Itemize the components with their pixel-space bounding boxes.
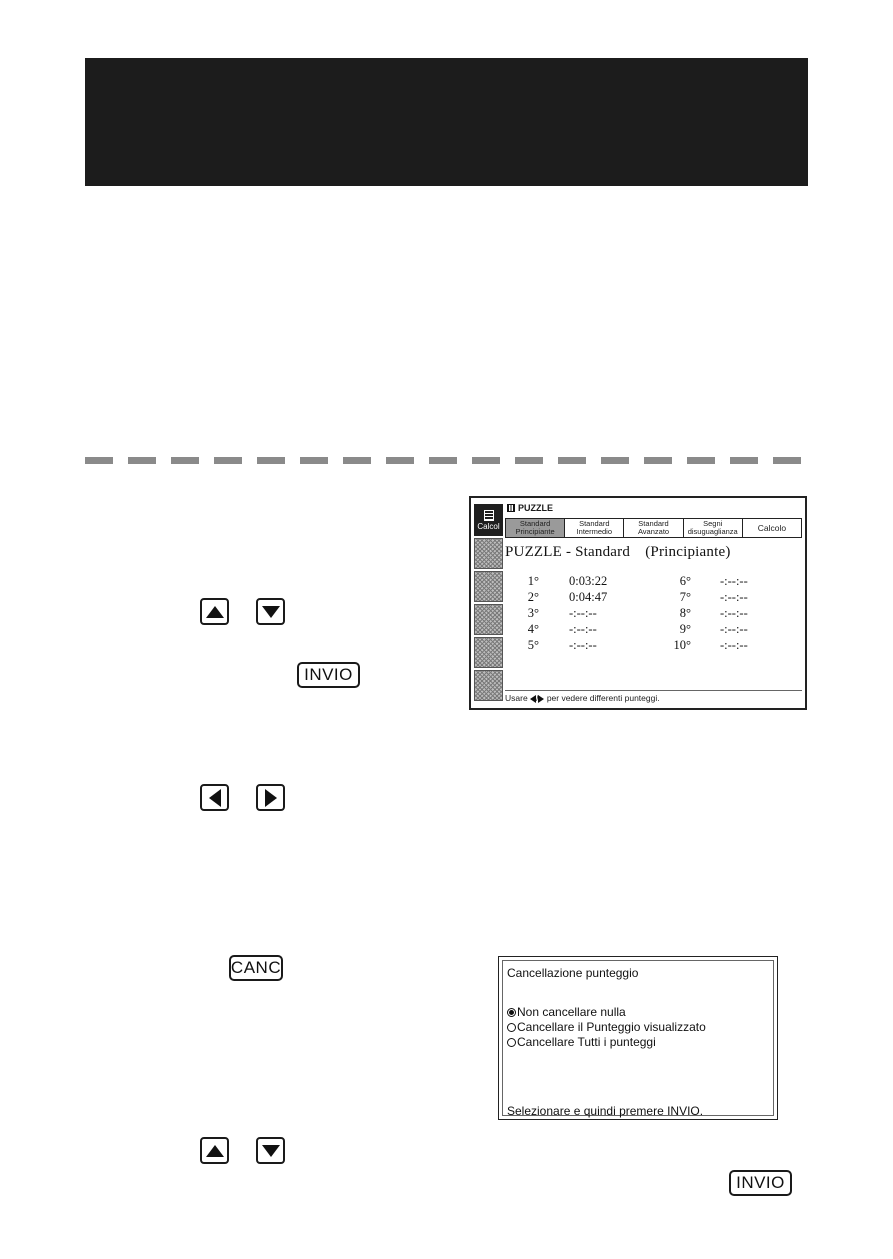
down-arrow-icon [262,1145,280,1157]
screen-title [507,503,553,513]
screen-footer: Usare / per vedere differenti punteggi. [505,690,802,703]
up-arrow-key-2 [200,1137,229,1164]
dashed-divider [85,457,808,464]
rank: 10° [673,638,691,652]
tab-label-line1: Segni [703,519,723,528]
sidebar-item[interactable] [474,637,503,668]
rank: 9° [679,622,691,636]
invio-key-2: INVIO [729,1170,792,1196]
right-arrow-icon [265,789,277,807]
tab-standard-intermedio[interactable] [565,519,624,537]
tab-standard-avanzato[interactable] [624,519,683,537]
puzzle-grid-icon [507,504,515,512]
time: -:--:-- [720,606,748,620]
tab-bar [505,518,802,538]
down-arrow-icon [262,606,280,618]
rank: 8° [679,606,691,620]
radio-selected-icon [507,1008,516,1017]
calculator-icon [484,510,494,521]
option-label: Cancellare il Punteggio visualizzato [517,1020,706,1034]
tab-label-line2: Principiante [515,527,555,536]
time: -:--:-- [720,574,748,588]
tab-label-line1: Standard [638,519,669,528]
left-arrow-icon [209,789,221,807]
screen-title-text: PUZZLE [518,503,553,513]
sidebar [474,504,503,702]
rank: 5° [527,638,539,652]
down-arrow-key-2 [256,1137,285,1164]
sidebar-item[interactable] [474,571,503,602]
calculator-menu[interactable] [474,504,503,536]
rank: 7° [679,590,691,604]
sidebar-item[interactable] [474,604,503,635]
tab-label-line1: Standard [579,519,610,528]
dialog-title: Cancellazione punteggio [507,966,639,980]
dialog-frame [502,960,774,1116]
time: -:--:-- [569,638,597,652]
time: 0:04:47 [569,590,608,604]
time: -:--:-- [569,606,597,620]
tab-standard-principiante[interactable] [506,519,565,537]
up-arrow-key [200,598,229,625]
tab-label-line1: Standard [519,519,551,528]
tab-label-line2: Intermedio [576,527,613,536]
left-arrow-key [200,784,229,811]
right-arrow-key [256,784,285,811]
time: -:--:-- [720,638,748,652]
tab-label-line2: Avanzato [637,527,670,536]
dialog-footer: Selezionare e quindi premere INVIO. [507,1104,704,1118]
footer-prefix: Usare [505,693,528,703]
footer-suffix: per vedere differenti punteggi. [546,693,660,703]
option-cancellare-visualizzato[interactable] [507,1020,706,1034]
rank: 3° [527,606,539,620]
right-arrow-icon [538,695,544,703]
invio-key: INVIO [297,662,360,688]
score-row [523,622,773,638]
tab-label-line1: Calcolo [757,523,787,533]
time: -:--:-- [569,622,597,636]
option-label: Cancellare Tutti i punteggi [517,1035,656,1049]
tab-label-line2: disuguaglianza [687,527,738,536]
left-arrow-icon [530,695,536,703]
sidebar-item[interactable] [474,538,503,569]
radio-unselected-icon [507,1023,516,1032]
section-title-bar [85,58,808,186]
rank: 4° [527,622,539,636]
sidebar-item[interactable] [474,670,503,701]
down-arrow-key [256,598,285,625]
rank: 6° [679,574,691,588]
score-heading: PUZZLE - Standard (Principiante) [505,544,731,560]
option-label: Non cancellare nulla [517,1005,626,1019]
score-row [523,574,773,590]
up-arrow-icon [206,606,224,618]
option-non-cancellare[interactable] [507,1005,626,1019]
time: -:--:-- [720,590,748,604]
rank: 2° [527,590,539,604]
delete-score-dialog [498,956,778,1120]
sidebar-label: Calcol [477,521,500,531]
score-row [523,638,773,654]
up-arrow-icon [206,1145,224,1157]
score-row [523,590,773,606]
tab-segni-disuguaglianza[interactable] [684,519,743,537]
canc-key: CANC [229,955,283,981]
puzzle-score-screen [469,496,807,710]
tab-calcolo[interactable] [743,519,801,537]
rank: 1° [527,574,539,588]
time: 0:03:22 [569,574,608,588]
score-row [523,606,773,622]
radio-unselected-icon [507,1038,516,1047]
time: -:--:-- [720,622,748,636]
option-cancellare-tutti[interactable] [507,1035,656,1049]
